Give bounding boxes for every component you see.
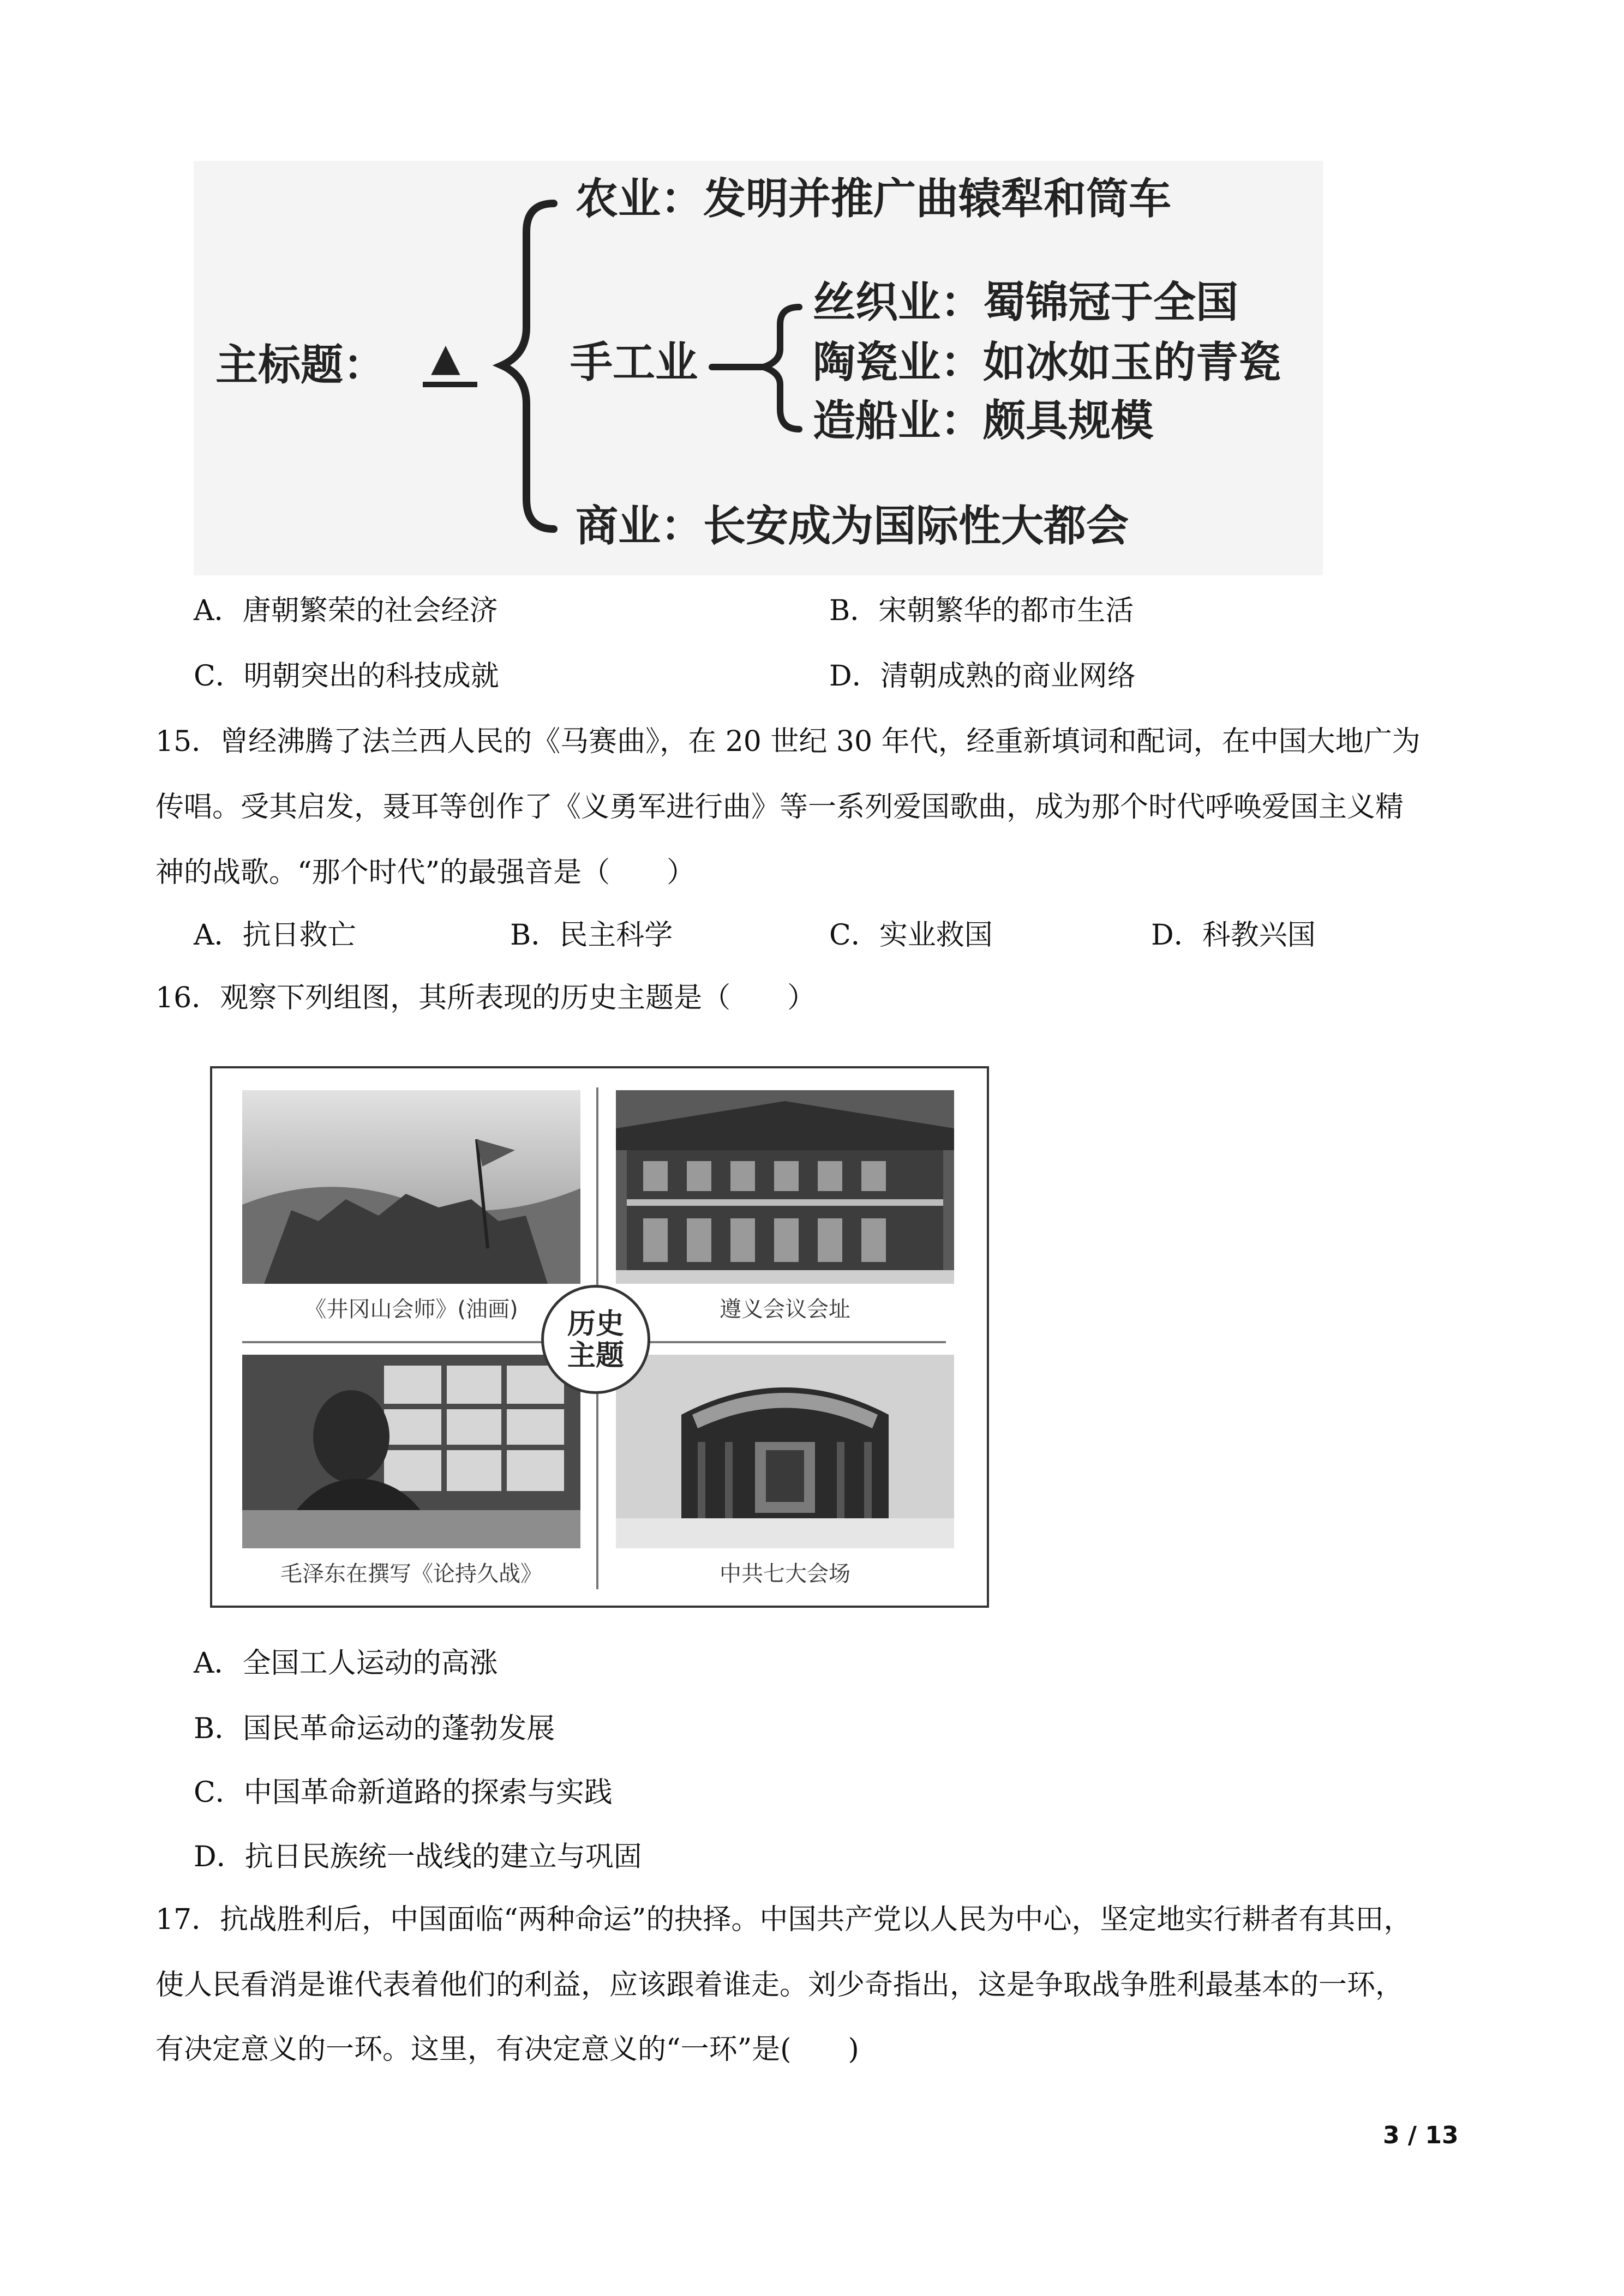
q16-option-b[interactable]: B．国民革命运动的蓬勃发展 (194, 1712, 555, 1745)
history-theme-badge (541, 1285, 650, 1394)
q15-stem-line-3: 神的战歌。“那个时代”的最强音是（ ） (155, 856, 696, 889)
q14-option-a[interactable]: A．唐朝繁荣的社会经济 (194, 594, 498, 627)
painting-image (242, 1090, 580, 1284)
writing-image (242, 1355, 580, 1548)
q14-diagram (194, 161, 1323, 575)
diagram-shipbuilding: 造船业：颇具规模 (813, 396, 1154, 446)
q17-stem-line-2: 使人民看消是谁代表着他们的利益，应该跟着谁走。刘少奇指出，这是争取战争胜利最基本的一环， (155, 1969, 1404, 2002)
main-bracket (502, 203, 554, 529)
mao-writing-photo (242, 1355, 580, 1548)
caption-jinggangshan: 《井冈山会师》(油画) (304, 1297, 518, 1322)
q16-photo-grid (210, 1066, 989, 1608)
caption-seventh-congress: 中共七大会场 (720, 1561, 850, 1586)
q15-stem-line-1: 15．曾经沸腾了法兰西人民的《马赛曲》，在 20 世纪 30 年代，经重新填词和配词，在中国大地广为 (155, 725, 1421, 758)
q16-option-a[interactable]: A．全国工人运动的高涨 (194, 1647, 498, 1680)
jinggangshan-painting-photo (242, 1090, 580, 1284)
diagram-silk: 丝织业：蜀锦冠于全国 (813, 278, 1239, 327)
q14-option-b[interactable]: B．宋朝繁华的都市生活 (829, 594, 1134, 627)
page-number: 3 / 13 (1383, 2121, 1459, 2149)
diagram-handicraft: 手工业 (570, 338, 698, 387)
seventh-congress-photo (616, 1355, 954, 1548)
badge-line-2: 主题 (567, 1339, 624, 1372)
q17-stem-line-3: 有决定意义的一环。这里，有决定意义的“一环”是( ) (155, 2033, 859, 2066)
q16-option-d[interactable]: D．抗日民族统一战线的建立与巩固 (194, 1841, 642, 1873)
zunyi-site-photo (616, 1090, 954, 1284)
q17-stem-line-1: 17．抗战胜利后，中国面临“两种命运”的抉择。中国共产党以人民为中心，坚定地实行耕者有其田， (155, 1903, 1412, 1936)
q15-option-d[interactable]: D．科教兴国 (1151, 919, 1316, 952)
q14-option-c[interactable]: C．明朝突出的科技成就 (194, 660, 499, 693)
q15-option-a[interactable]: A．抗日救亡 (194, 919, 356, 952)
diagram-ceramics: 陶瓷业：如冰如玉的青瓷 (813, 338, 1281, 387)
handicraft-bracket (764, 307, 799, 429)
congress-hall-image (616, 1355, 954, 1548)
q15-stem-line-2: 传唱。受其启发，聂耳等创作了《义勇军进行曲》等一系列爱国歌曲，成为那个时代呼唤爱国主义精 (155, 791, 1404, 824)
caption-mao-writing: 毛泽东在撰写《论持久战》 (280, 1561, 542, 1586)
building-image (616, 1090, 954, 1284)
caption-zunyi: 遵义会议会址 (720, 1297, 850, 1322)
diagram-agriculture: 农业：发明并推广曲辕犁和筒车 (576, 175, 1172, 224)
diagram-root-label: 主标题： (215, 341, 386, 390)
diagram-commerce: 商业：长安成为国际性大都会 (576, 502, 1129, 551)
q15-option-b[interactable]: B．民主科学 (510, 919, 673, 952)
badge-line-1: 历史 (567, 1308, 624, 1341)
q15-option-c[interactable]: C．实业救国 (829, 919, 993, 952)
triangle-placeholder-icon: ▲ (431, 335, 460, 380)
q16-stem: 16．观察下列组图，其所表现的历史主题是（ ） (155, 982, 816, 1014)
q16-option-c[interactable]: C．中国革命新道路的探索与实践 (194, 1776, 613, 1809)
q14-option-d[interactable]: D．清朝成熟的商业网络 (829, 660, 1136, 693)
